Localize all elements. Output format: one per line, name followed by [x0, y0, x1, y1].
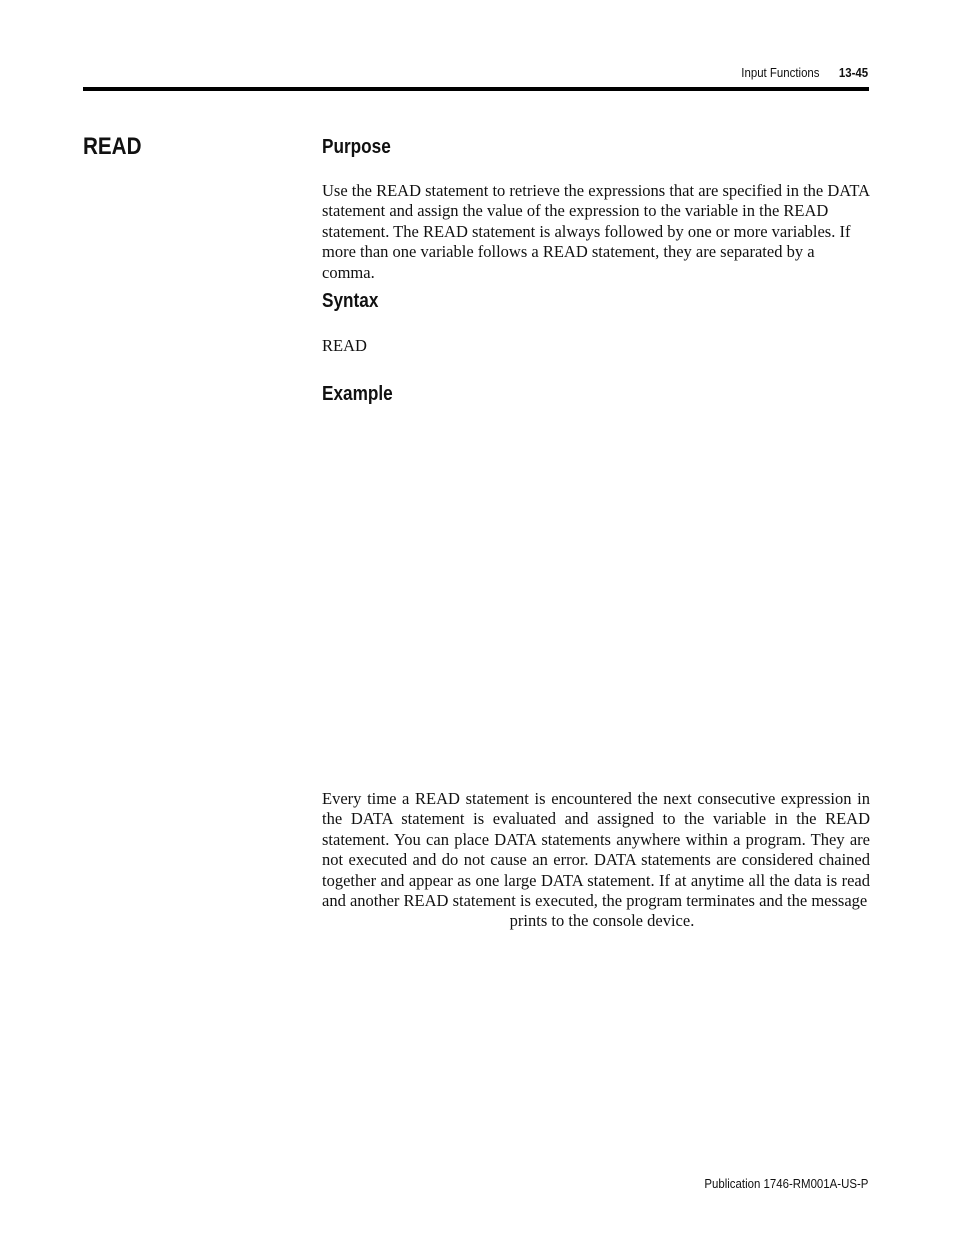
section-title: READ	[83, 133, 142, 160]
header-rule	[83, 87, 869, 91]
purpose-heading: Purpose	[322, 136, 391, 158]
data-read-description	[322, 789, 870, 932]
chapter-title: Input Functions	[741, 65, 820, 80]
running-header	[741, 64, 868, 82]
example-heading: Example	[322, 383, 393, 405]
syntax-heading: Syntax	[322, 290, 379, 312]
description-text: Every time a READ statement is encountered the next consecutive expression in the DATA statement is evaluated and assigned to the variable in the READ statement. You can place DATA statements anywhere within a program. They are not executed and do not cause an error. DATA statements are considered chained together and appear as one large DATA statement. If at anytime all the data is read and another READ statement is executed, the program terminates and the message	[322, 789, 870, 911]
purpose-text: Use the READ statement to retrieve the expressions that are specified in the DATA statement and assign the value of the expression to the variable in the READ statement. The READ statement is always followed by one or more variables. If more than one variable follows a READ statement, they are separated by a comma.	[322, 181, 870, 282]
page-number: 13-45	[838, 65, 868, 80]
syntax-text: READ	[322, 336, 367, 355]
description-last-line: prints to the console device.	[509, 911, 695, 931]
publication-footer: Publication 1746-RM001A-US-P	[703, 1176, 868, 1191]
